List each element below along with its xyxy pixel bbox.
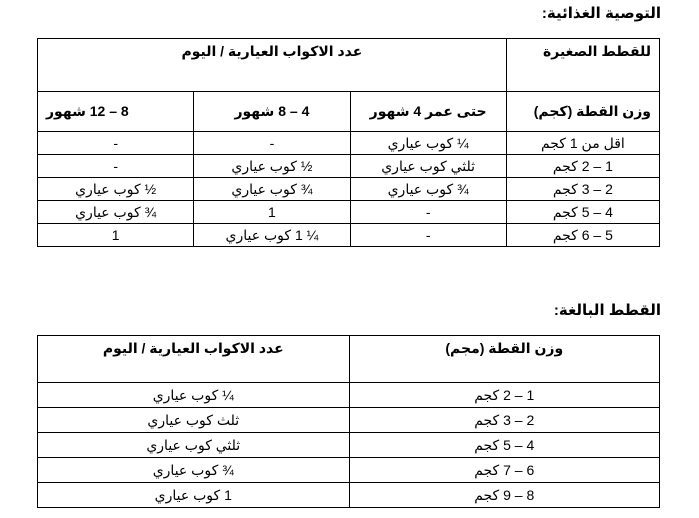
amount-cell: ¼ 1 كوب عياري	[194, 224, 350, 247]
kittens-corner-label: للقطط الصغيرة	[506, 39, 659, 92]
amount-cell: ¾ كوب عياري	[350, 178, 506, 201]
weight-cell: 2 – 3 كجم	[349, 408, 659, 433]
amount-cell: ¾ كوب عياري	[194, 178, 350, 201]
weight-cell: 8 – 9 كجم	[349, 483, 659, 508]
amount-cell: ½ كوب عياري	[38, 178, 194, 201]
weight-cell: 1 – 2 كجم	[349, 383, 659, 408]
weight-cell: اقل من 1 كجم	[506, 132, 659, 155]
weight-cell: 5 – 6 كجم	[506, 224, 659, 247]
adult-cats-heading: القطط البالغة:	[553, 302, 661, 319]
cups-per-day-group-header: عدد الاكواب العيارية / اليوم	[38, 39, 507, 92]
feeding-recommendation-heading: التوصية الغذائية:	[541, 5, 661, 22]
amount-cell: ¾ كوب عياري	[38, 458, 350, 483]
adult-feeding-table	[37, 335, 660, 508]
weight-cell: 6 – 7 كجم	[349, 458, 659, 483]
table-row	[38, 155, 660, 178]
table-row	[38, 224, 660, 247]
amount-cell: ثلثي كوب عياري	[38, 433, 350, 458]
weight-cell: 4 – 5 كجم	[349, 433, 659, 458]
amount-cell: ½ كوب عياري	[194, 155, 350, 178]
table-row	[38, 201, 660, 224]
table-row	[38, 433, 660, 458]
amount-cell: -	[194, 132, 350, 155]
age-up-to-4-months-header: حتى عمر 4 شهور	[350, 92, 506, 132]
table-row	[38, 408, 660, 433]
table-row	[38, 178, 660, 201]
amount-cell: 1	[194, 201, 350, 224]
weight-cell: 2 – 3 كجم	[506, 178, 659, 201]
amount-cell: -	[38, 155, 194, 178]
weight-cell: 4 – 5 كجم	[506, 201, 659, 224]
amount-cell: ثلثي كوب عياري	[350, 155, 506, 178]
amount-cell: ثلث كوب عياري	[38, 408, 350, 433]
age-4-8-months-header: 4 – 8 شهور	[194, 92, 350, 132]
amount-cell: ¼ كوب عياري	[350, 132, 506, 155]
amount-cell: ¼ كوب عياري	[38, 383, 350, 408]
amount-cell: ¾ كوب عياري	[38, 201, 194, 224]
table-row	[38, 383, 660, 408]
amount-cell: -	[350, 201, 506, 224]
weight-cell: 1 – 2 كجم	[506, 155, 659, 178]
kitten-weight-header: وزن القطة (كجم)	[506, 92, 659, 132]
adult-cups-per-day-header: عدد الاكواب العيارية / اليوم	[38, 336, 350, 383]
adult-weight-header: وزن القطة (مجم)	[349, 336, 659, 383]
table-row	[38, 132, 660, 155]
amount-cell: 1 كوب عياري	[38, 483, 350, 508]
amount-cell: 1	[38, 224, 194, 247]
table-row	[38, 458, 660, 483]
age-8-12-months-header: 8 – 12 شهور	[38, 92, 194, 132]
amount-cell: -	[350, 224, 506, 247]
kitten-feeding-table	[37, 38, 660, 247]
table-row	[38, 483, 660, 508]
amount-cell: -	[38, 132, 194, 155]
